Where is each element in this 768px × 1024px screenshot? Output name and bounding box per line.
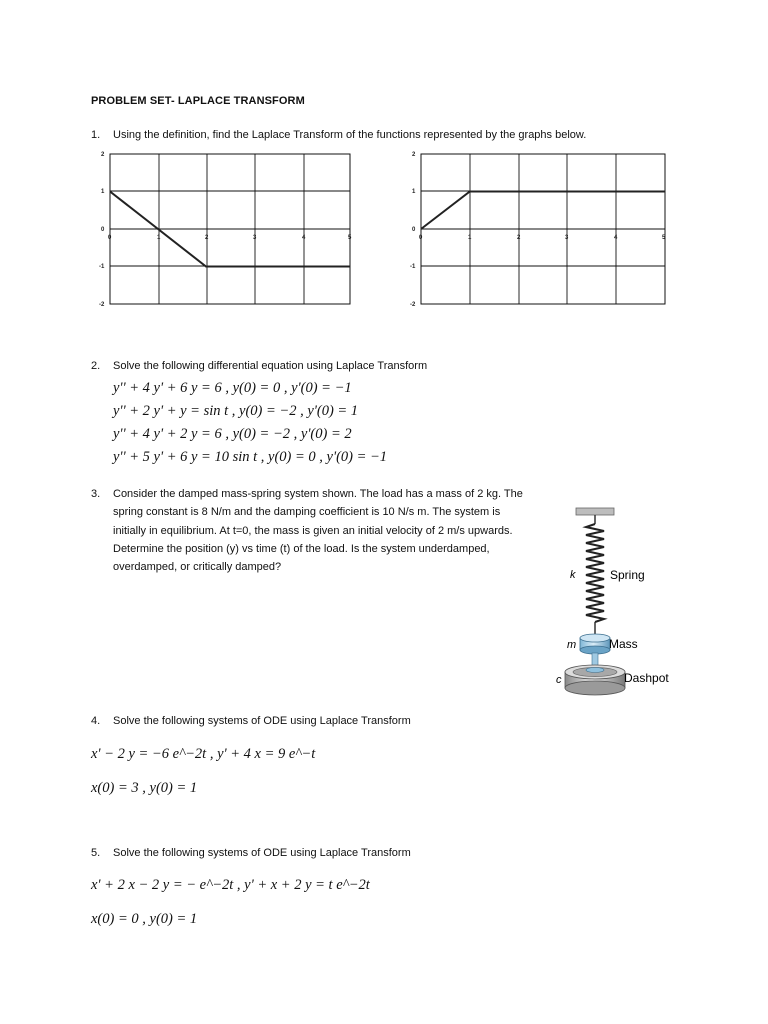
ceiling-support bbox=[576, 508, 614, 515]
x-tick-label: 1 bbox=[157, 235, 161, 241]
grid bbox=[421, 154, 665, 304]
y-tick-label: 0 bbox=[101, 227, 105, 233]
question-text: Solve the following systems of ODE using Laplace Transform bbox=[113, 847, 411, 859]
x-tick-label: 5 bbox=[662, 235, 666, 241]
x-tick-label: 1 bbox=[468, 235, 472, 241]
x-tick-label: 3 bbox=[565, 235, 569, 241]
question-text: Solve the following differential equation using Laplace Transform bbox=[113, 360, 428, 372]
question-number: 4. bbox=[91, 715, 101, 727]
equation: y'' + 2 y' + y = sin t , y(0) = −2 , y'(0) = 1 bbox=[113, 403, 359, 419]
y-tick-label: 2 bbox=[412, 152, 416, 158]
question-text: Using the definition, find the Laplace Transform of the functions represented by the graphs below. bbox=[113, 129, 587, 141]
x-tick-label: 4 bbox=[614, 235, 618, 241]
x-tick-label: 0 bbox=[419, 235, 423, 241]
initial-conditions: x(0) = 0 , y(0) = 1 bbox=[91, 911, 198, 927]
m-label: m bbox=[567, 639, 577, 651]
question-3-text bbox=[113, 485, 543, 576]
system-equation: x' + 2 x − 2 y = − e^−2t , y' + x + 2 y = t e^−2t bbox=[91, 877, 370, 893]
graph-right bbox=[407, 148, 667, 313]
y-tick-label: 2 bbox=[101, 152, 105, 158]
spring-coil bbox=[586, 524, 604, 622]
question-2-heading bbox=[91, 360, 427, 372]
x-tick-label: 4 bbox=[302, 235, 306, 241]
mass-top bbox=[580, 634, 610, 642]
x-tick-label: 3 bbox=[253, 235, 257, 241]
c-label: c bbox=[556, 674, 562, 686]
page-title: PROBLEM SET- LAPLACE TRANSFORM bbox=[91, 95, 305, 107]
k-label: k bbox=[570, 569, 576, 581]
system-equation: x' − 2 y = −6 e^−2t , y' + 4 x = 9 e^−t bbox=[91, 746, 316, 762]
function-line bbox=[421, 192, 665, 230]
piston-head bbox=[586, 668, 604, 673]
dashpot-bottom bbox=[565, 681, 625, 695]
text-line: Determine the position (y) vs time (t) of the load. Is the system underdamped, bbox=[113, 542, 490, 555]
text-line: spring constant is 8 N/m and the damping coefficient is 10 N/s m. The system is bbox=[113, 506, 501, 519]
equation: y'' + 5 y' + 6 y = 10 sin t , y(0) = 0 , y'(0) = −1 bbox=[113, 449, 388, 465]
y-tick-label: -1 bbox=[410, 264, 416, 270]
x-tick-label: 2 bbox=[517, 235, 521, 241]
question-number: 2. bbox=[91, 360, 101, 372]
y-tick-label: -2 bbox=[410, 302, 416, 308]
mass-spring-damper-diagram bbox=[550, 500, 680, 700]
dashpot-label: Dashpot bbox=[624, 671, 669, 685]
text-line: initially in equilibrium. At t=0, the mass is given an initial velocity of 2 m/s upwards. bbox=[113, 524, 513, 537]
text-line: Consider the damped mass-spring system shown. The load has a mass of 2 kg. The bbox=[113, 488, 523, 500]
text-line: overdamped, or critically damped? bbox=[113, 561, 282, 574]
mass-label: Mass bbox=[609, 637, 638, 651]
question-4-heading bbox=[91, 715, 411, 727]
question-number: 5. bbox=[91, 847, 101, 859]
y-tick-label: 0 bbox=[412, 227, 416, 233]
equation-list bbox=[113, 377, 387, 469]
y-tick-label: 1 bbox=[101, 189, 105, 195]
x-tick-label: 0 bbox=[108, 235, 112, 241]
question-3-number-wrap bbox=[91, 488, 113, 500]
y-tick-label: -2 bbox=[99, 302, 105, 308]
equation: y'' + 4 y' + 2 y = 6 , y(0) = −2 , y'(0) = 2 bbox=[113, 426, 352, 442]
graph-left bbox=[96, 148, 356, 313]
initial-conditions: x(0) = 3 , y(0) = 1 bbox=[91, 780, 198, 796]
grid bbox=[110, 154, 350, 304]
question-1-heading bbox=[91, 129, 586, 141]
y-tick-label: -1 bbox=[99, 264, 105, 270]
equation: y'' + 4 y' + 6 y = 6 , y(0) = 0 , y'(0) = −1 bbox=[113, 380, 352, 396]
question-text: Solve the following systems of ODE using Laplace Transform bbox=[113, 715, 411, 727]
spring-label: Spring bbox=[610, 568, 645, 582]
question-number: 3. bbox=[91, 488, 101, 500]
question-5-heading bbox=[91, 847, 411, 859]
x-tick-label: 5 bbox=[348, 235, 352, 241]
y-tick-label: 1 bbox=[412, 189, 416, 195]
question-number: 1. bbox=[91, 129, 101, 141]
x-tick-label: 2 bbox=[205, 235, 209, 241]
